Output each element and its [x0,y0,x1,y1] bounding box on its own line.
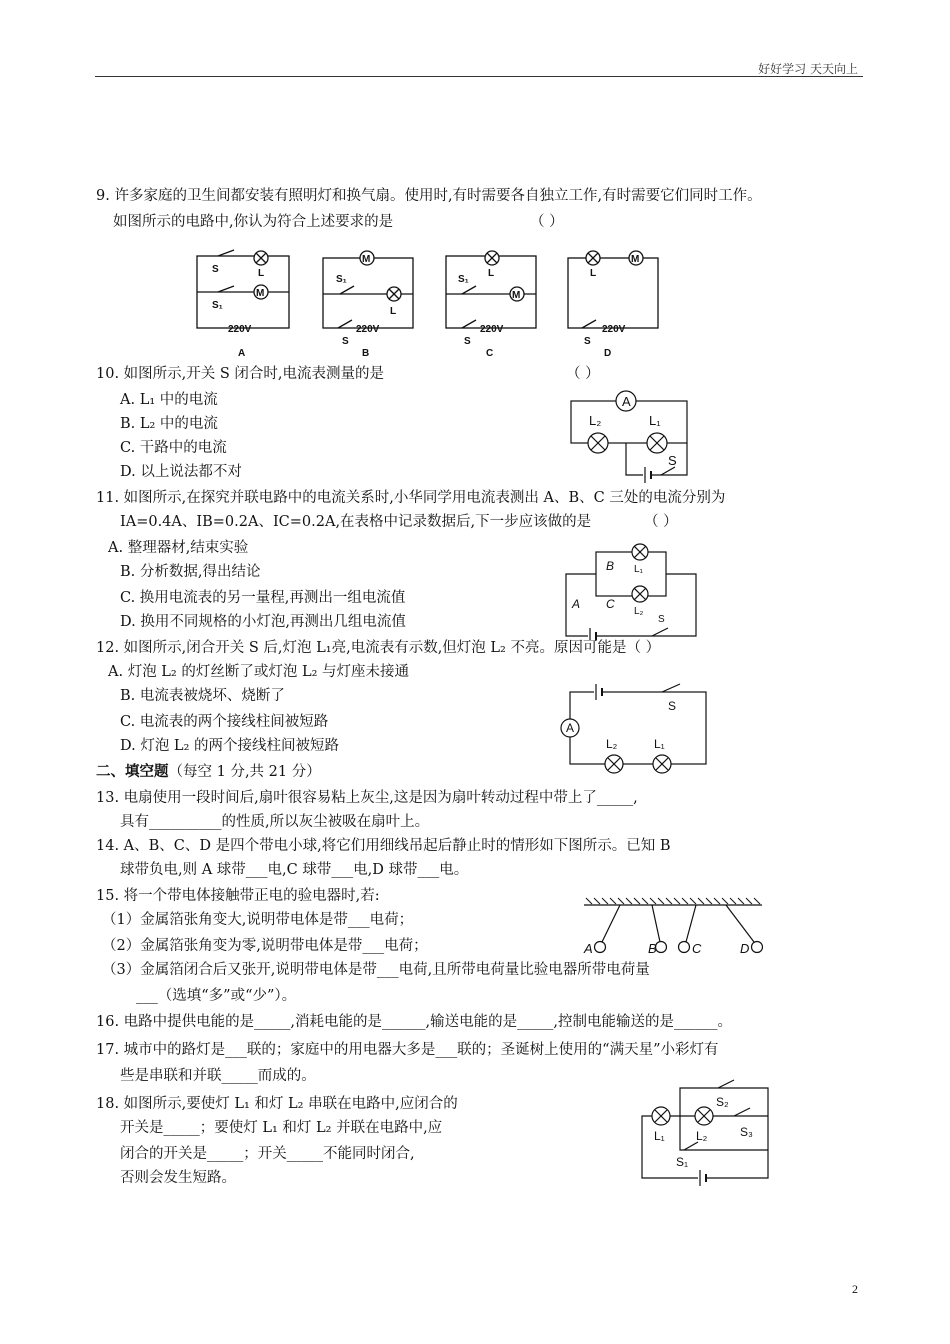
q12-s-label: S [668,699,677,713]
q12-ammeter-label: A [566,721,575,735]
q9-a-s1-label: S₁ [212,300,223,311]
q9-c-caption: C [486,348,494,359]
q9-b-v-label: 220V [356,324,380,335]
q18-s1-label: S₁ [676,1155,689,1169]
q11-line1: 11. 如图所示,在探究并联电路中的电流关系时,小华同学用电流表测出 A、B、C 三处的电流分别为 [96,490,726,506]
q9-b-l-label: L [390,306,397,317]
q18-line1: 18. 如图所示,要使灯 L₁ 和灯 L₂ 串联在电路中,应闭合的 [96,1096,458,1112]
q12-l2-label: L₂ [606,737,618,751]
q10-option-a: A. L₁ 中的电流 [120,392,218,408]
q11-c-point-label: C [606,597,615,611]
q17-line2: 些是串联和并联_____而成的。 [120,1068,316,1084]
q10-option-d: D. 以上说法都不对 [120,464,242,480]
q14-hanging-balls-figure [578,896,768,960]
q12-option-d: D. 灯泡 L₂ 的两个接线柱间被短路 [120,738,339,754]
q11-s-label: S [658,614,665,625]
q9-line1: 9. 许多家庭的卫生间都安装有照明灯和换气扇。使用时,有时需要各自独立工作,有时需要它们同时工作。 [96,188,762,204]
q9-d-motor-label: M [631,254,640,265]
q17-line1: 17. 城市中的路灯是___联的；家庭中的用电器大多是___联的；圣诞树上使用的“满天星”小彩灯有 [96,1042,719,1058]
q11-a-point-label: A [572,597,581,611]
q9-d-caption: D [604,348,612,359]
q9-c-l-label: L [488,268,495,279]
q10-ammeter-label: A [622,394,631,409]
q14-line2: 球带负电,则 A 球带___电,C 球带___电,D 球带___电。 [120,862,469,878]
q18-line4: 否则会发生短路。 [120,1170,236,1186]
q14-ball-c-label: C [692,941,702,956]
q13-line2: 具有__________的性质,所以灰尘被吸在扇叶上。 [120,814,430,830]
q10-bracket: （ ） [566,366,600,382]
q9-c-motor-label: M [512,290,521,301]
q12-circuit-figure [558,680,713,775]
q15-item-3: （3）金属箔闭合后又张开,说明带电体是带___电荷,且所带电荷量比验电器所带电荷量 [102,962,650,978]
q11-l1-label: L₁ [634,564,643,575]
q13-line1: 13. 电扇使用一段时间后,扇叶很容易粘上灰尘,这是因为扇叶转动过程中带上了_____, [96,790,638,806]
q10-l2-label: L₂ [589,413,602,428]
q18-s2-label: S₂ [716,1095,729,1109]
q12-stem: 12. 如图所示,闭合开关 S 后,灯泡 L₁亮,电流表有示数,但灯泡 L₂ 不亮。原因可能是（ ） [96,640,661,656]
q11-b-point-label: B [606,559,615,573]
q10-l1-label: L₁ [649,413,661,428]
q11-option-a: A. 整理器材,结束实验 [108,540,249,556]
q9-line2: 如图所示的电路中,你认为符合上述要求的是 [113,214,394,230]
q9-b-caption: B [362,348,370,359]
q11-option-b: B. 分析数据,得出结论 [120,564,261,580]
q15-tail: ___（选填“多”或“少”）。 [136,988,297,1004]
section2-note: （每空 1 分,共 21 分） [168,764,321,780]
q12-option-b: B. 电流表被烧坏、烧断了 [120,688,285,704]
q9-b-s1-label: S₁ [336,274,347,285]
q18-l2-label: L₂ [696,1129,708,1143]
q16-line1: 16. 电路中提供电能的是_____,消耗电能的是______,输送电能的是_____,控制电能输送的是______。 [96,1014,732,1030]
q9-a-v-label: 220V [228,324,252,335]
q9-b-s-label: S [342,336,349,347]
q14-ball-b-label: B [648,941,657,956]
q9-c-s1-label: S₁ [458,274,469,285]
section2-header [96,762,321,782]
q18-line3: 闭合的开关是_____；开关_____不能同时闭合, [120,1146,415,1162]
q10-circuit-figure [565,385,695,485]
q18-l1-label: L₁ [654,1129,665,1143]
q11-circuit-figure [560,540,705,640]
q11-bracket: （ ） [644,514,678,530]
q12-option-c: C. 电流表的两个接线柱间被短路 [120,714,329,730]
header-right-text: 好好学习 天天向上 [758,62,858,76]
q15-stem: 15. 将一个带电体接触带正电的验电器时,若: [96,888,380,904]
q18-line2: 开关是_____；要使灯 L₁ 和灯 L₂ 并联在电路中,应 [120,1120,443,1136]
q10-s-label: S [668,453,677,468]
q14-ball-a-label: A [584,941,593,956]
q9-d-l-label: L [590,268,597,279]
q9-d-v-label: 220V [602,324,626,335]
q9-c-v-label: 220V [480,324,504,335]
q12-option-a: A. 灯泡 L₂ 的灯丝断了或灯泡 L₂ 与灯座未接通 [108,664,410,680]
q11-option-d: D. 换用不同规格的小灯泡,再测出几组电流值 [120,614,406,630]
q15-item-1: （1）金属箔张角变大,说明带电体是带___电荷； [102,912,414,928]
q9-a-s-label: S [212,264,219,275]
q18-circuit-figure [636,1078,776,1188]
q9-circuits-figure [190,248,670,360]
q10-option-c: C. 干路中的电流 [120,440,227,456]
q11-line2: IA=0.4A、IB=0.2A、IC=0.2A,在表格中记录数据后,下一步应该做的是 [120,514,592,530]
q9-bracket: （ ） [530,214,564,230]
q9-a-motor-label: M [256,288,265,299]
q9-a-l-label: L [258,268,265,279]
page-number: 2 [852,1282,858,1296]
q11-option-c: C. 换用电流表的另一量程,再测出一组电流值 [120,590,406,606]
q10-stem: 10. 如图所示,开关 S 闭合时,电流表测量的是 [96,366,385,382]
q9-c-s-label: S [464,336,471,347]
q10-option-b: B. L₂ 中的电流 [120,416,218,432]
q9-b-motor-label: M [362,254,371,265]
q15-item-2: （2）金属箔张角变为零,说明带电体是带___电荷； [102,938,428,954]
section2-title: 二、填空题 [96,763,169,780]
q12-l1-label: L₁ [654,737,665,751]
q14-line1: 14. A、B、C、D 是四个带电小球,将它们用细线吊起后静止时的情形如下图所示。已知 B [96,838,671,854]
q9-a-caption: A [238,348,246,359]
header-rule [95,76,863,77]
q11-l2-label: L₂ [634,606,644,617]
q14-ball-d-label: D [740,941,750,956]
q18-s3-label: S₃ [740,1125,753,1139]
q9-d-s-label: S [584,336,591,347]
